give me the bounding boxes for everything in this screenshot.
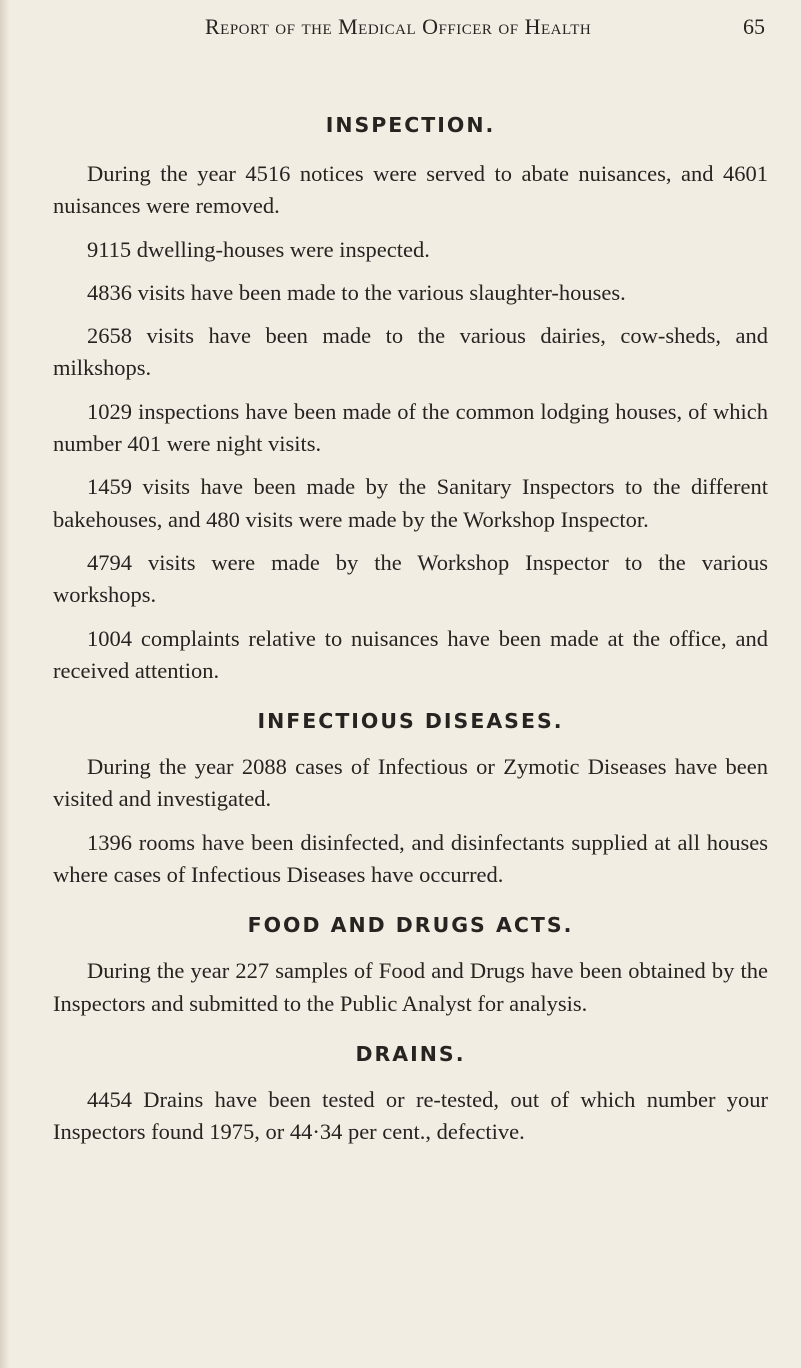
paragraph: During the year 2088 cases of Infectious or Zymotic Diseases have been visited and investigated. xyxy=(53,754,768,812)
paragraph: 1459 visits have been made by the Sanitary Inspectors to the different bakehouses, and 480 visits were made by the Workshop Inspector. xyxy=(53,474,768,532)
running-title: Report of the Medical Officer of Health xyxy=(205,14,592,39)
paragraph: 2658 visits have been made to the various dairies, cow-sheds, and milkshops. xyxy=(53,323,768,381)
paragraph: 4836 visits have been made to the various slaughter-houses. xyxy=(87,279,626,305)
paragraph: 4794 visits were made by the Workshop Inspector to the various workshops. xyxy=(53,549,768,608)
paragraph: 9115 dwelling-houses were inspected. xyxy=(87,236,430,262)
section-heading-infectious-diseases: INFECTIOUS DISEASES. xyxy=(257,709,564,734)
section-heading-inspection: INSPECTION. xyxy=(325,113,496,137)
paragraph: During the year 4516 notices were served to abate nuisances, and 4601 nuisances were removed. xyxy=(53,161,768,219)
page-body xyxy=(53,110,768,1149)
paragraph: 1004 complaints relative to nuisances have been made at the office, and received attention. xyxy=(53,625,768,683)
section-food-and-drugs-acts xyxy=(53,910,768,1020)
paragraph: 4454 Drains have been tested or re-tested, out of which number your Inspectors found 1975, or 44·34 per cent., defective. xyxy=(53,1086,768,1145)
paragraph: 1029 inspections have been made of the common lodging houses, of which number 401 were night visits. xyxy=(53,398,768,457)
running-head xyxy=(205,14,765,44)
page-number: 65 xyxy=(743,14,765,39)
section-heading-food-and-drugs-acts: FOOD AND DRUGS ACTS. xyxy=(247,913,574,938)
paragraph: During the year 227 samples of Food and Drugs have been obtained by the Inspectors and submitted to the Public Analyst for analysis. xyxy=(53,958,768,1016)
section-heading-drains: DRAINS. xyxy=(355,1041,466,1066)
binding-gutter xyxy=(0,0,10,1368)
section-infectious-diseases xyxy=(53,706,768,891)
section-drains xyxy=(53,1039,768,1149)
section-inspection xyxy=(53,110,768,687)
paragraph: 1396 rooms have been disinfected, and disinfectants supplied at all houses where cases of Infectious Diseases have occurred. xyxy=(53,829,768,888)
